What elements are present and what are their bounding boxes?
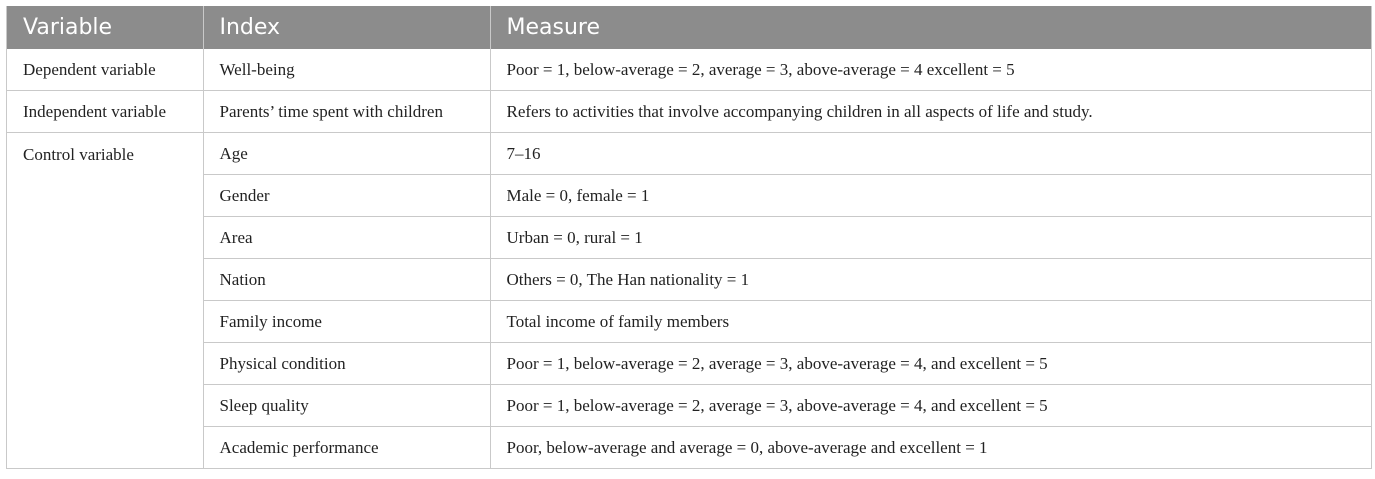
table-row [7,91,1371,133]
table-row [7,175,1371,217]
table-row [7,385,1371,427]
cell-measure: Poor = 1, below-average = 2, average = 3, above-average = 4, and excellent = 5 [490,343,1371,385]
table-row [7,427,1371,469]
header-row [7,6,1371,49]
table-body [7,49,1371,468]
cell-measure: Others = 0, The Han nationality = 1 [490,259,1371,301]
table-row [7,217,1371,259]
cell-index: Family income [203,301,490,343]
header-index: Index [203,6,490,49]
cell-measure: Total income of family members [490,301,1371,343]
cell-measure: 7–16 [490,133,1371,175]
cell-measure: Poor = 1, below-average = 2, average = 3, above-average = 4, and excellent = 5 [490,385,1371,427]
cell-index: Parents’ time spent with children [203,91,490,133]
cell-index: Nation [203,259,490,301]
cell-measure: Poor, below-average and average = 0, above-average and excellent = 1 [490,427,1371,469]
table-header [7,6,1371,49]
table-row [7,259,1371,301]
cell-index: Sleep quality [203,385,490,427]
table-row [7,343,1371,385]
variables-table-container [6,6,1372,469]
cell-index: Gender [203,175,490,217]
cell-index: Academic performance [203,427,490,469]
cell-variable-group: Control variable [7,133,203,469]
cell-variable: Dependent variable [7,49,203,91]
cell-measure: Poor = 1, below-average = 2, average = 3, above-average = 4 excellent = 5 [506,59,1015,79]
cell-measure: Urban = 0, rural = 1 [490,217,1371,259]
cell-index: Age [203,133,490,175]
cell-index: Physical condition [203,343,490,385]
cell-index: Area [203,217,490,259]
cell-measure: Male = 0, female = 1 [490,175,1371,217]
table-row [7,301,1371,343]
header-variable: Variable [7,6,203,49]
variables-table [7,6,1371,468]
header-measure: Measure [490,6,1371,49]
cell-index: Well-being [203,49,490,91]
table-row [7,49,1371,91]
table-row [7,133,1371,175]
cell-measure: Refers to activities that involve accompanying children in all aspects of life and study. [490,91,1371,133]
cell-variable: Independent variable [7,91,203,133]
